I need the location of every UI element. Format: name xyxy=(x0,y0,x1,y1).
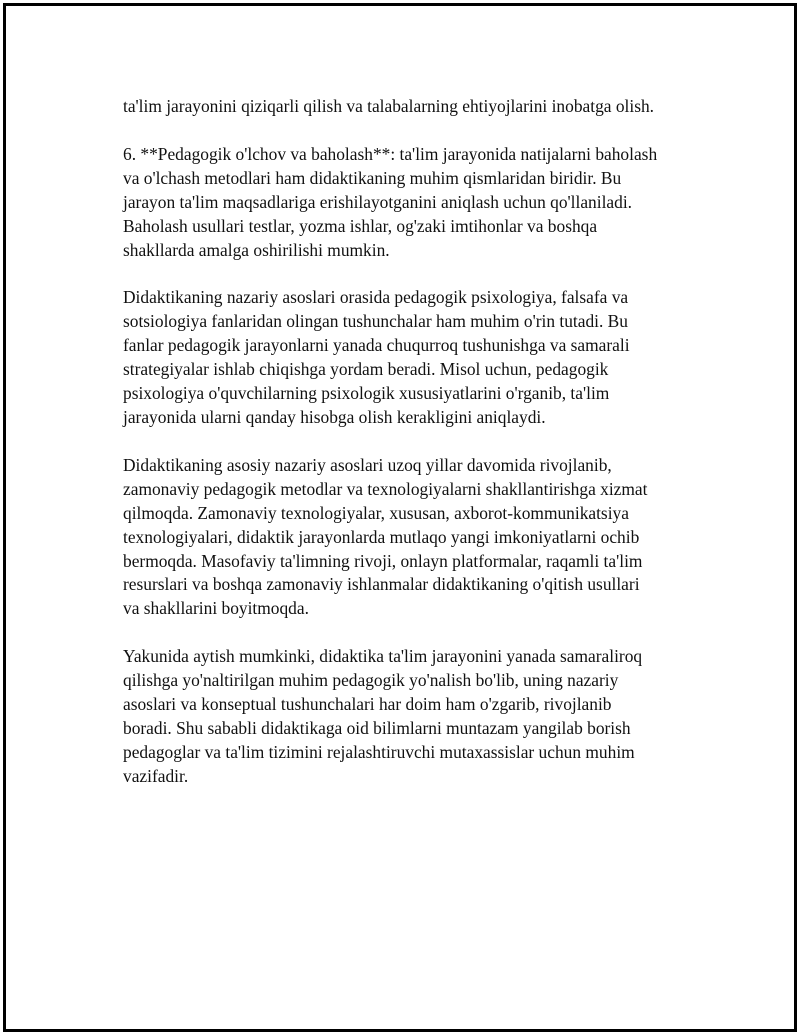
text-line: vazifadir. xyxy=(123,765,189,786)
text-line: texnologiyalari, didaktik jarayonlarda mutlaqo yangi imkoniyatlarni ochib xyxy=(123,526,640,547)
text-line: bermoqda. Masofaviy ta'limning rivoji, onlayn platformalar, raqamli ta'lim xyxy=(123,550,643,571)
text-line: 6. **Pedagogik o'lchov va baholash**: ta'lim jarayonida natijalarni baholash xyxy=(123,143,658,164)
text-line: asoslari va konseptual tushunchalari har doim ham o'zgarib, rivojlanib xyxy=(123,694,612,715)
text-line: qilmoqda. Zamonaviy texnologiyalar, xususan, axborot-kommunikatsiya xyxy=(123,502,629,523)
paragraph-5 xyxy=(123,645,703,788)
paragraph-1 xyxy=(123,95,703,119)
paragraph-3 xyxy=(123,286,703,429)
text-line: fanlar pedagogik jarayonlarni yanada chuqurroq tushunishga va samarali xyxy=(123,335,630,356)
text-line: strategiyalar ishlab chiqishga yordam beradi. Misol uchun, pedagogik xyxy=(123,359,609,380)
text-line: jarayon ta'lim maqsadlariga erishilayotganini aniqlash uchun qo'llaniladi. xyxy=(123,191,633,212)
paragraph-4 xyxy=(123,454,703,621)
text-line: Yakunida aytish mumkinki, didaktika ta'lim jarayonini yanada samaraliroq xyxy=(123,646,643,667)
text-line: Didaktikaning asosiy nazariy asoslari uzoq yillar davomida rivojlanib, xyxy=(123,454,612,475)
text-line: ta'lim jarayonini qiziqarli qilish va talabalarning ehtiyojlarini inobatga olish. xyxy=(123,96,655,116)
text-line: psixologiya o'quvchilarning psixologik xususiyatlarini o'rganib, ta'lim xyxy=(123,383,610,404)
text-line: qilishga yo'naltirilgan muhim pedagogik yo'nalish bo'lib, uning nazariy xyxy=(123,670,619,691)
text-line: Didaktikaning nazariy asoslari orasida pedagogik psixologiya, falsafa va xyxy=(123,287,629,308)
text-line: va o'lchash metodlari ham didaktikaning muhim qismlaridan biridir. Bu xyxy=(123,167,622,188)
text-line: resurslari va boshqa zamonaviy ishlanmalar didaktikaning o'qitish usullari xyxy=(123,574,640,595)
text-line: boradi. Shu sababli didaktikaga oid bilimlarni muntazam yangilab borish xyxy=(123,717,631,738)
text-line: Baholash usullari testlar, yozma ishlar, og'zaki imtihonlar va boshqa xyxy=(123,215,598,236)
text-line: zamonaviy pedagogik metodlar va texnologiyalarni shakllantirishga xizmat xyxy=(123,478,648,499)
paragraph-2 xyxy=(123,143,703,263)
text-line: sotsiologiya fanlaridan olingan tushunchalar ham muhim o'rin tutadi. Bu xyxy=(123,311,628,332)
page-frame xyxy=(3,3,797,1032)
text-line: pedagoglar va ta'lim tizimini rejalashtiruvchi mutaxassislar uchun muhim xyxy=(123,741,635,762)
text-line: shakllarda amalga oshirilishi mumkin. xyxy=(123,239,390,260)
text-line: jarayonida ularni qanday hisobga olish kerakligini aniqlaydi. xyxy=(123,406,546,427)
text-line: va shakllarini boyitmoqda. xyxy=(123,598,309,619)
document-body xyxy=(123,95,703,813)
